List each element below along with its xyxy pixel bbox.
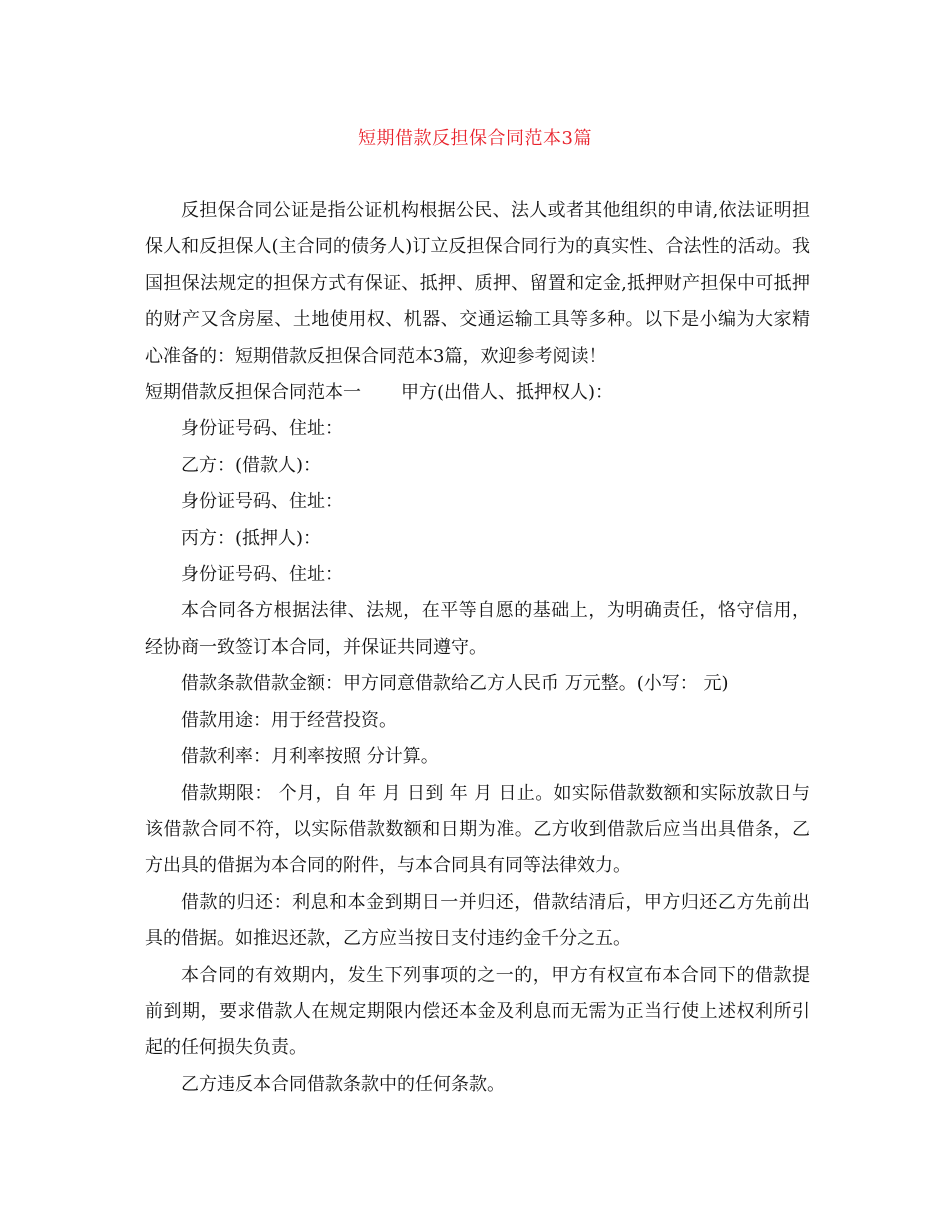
party-b-label: 乙方：(借款人)： [181, 454, 322, 476]
party-c-id-address: 身份证号码、住址： [181, 564, 343, 586]
principle-paragraph: 本合同各方根据法律、法规，在平等自愿的基础上，为明确责任，恪守信用，经协商一致签订本合同，并保证共同遵守。 [145, 600, 810, 658]
breach-paragraph: 乙方违反本合同借款条款中的任何条款。 [181, 1073, 505, 1095]
section-heading-row [145, 375, 810, 411]
section-heading: 短期借款反担保合同范本一 [145, 382, 361, 404]
party-a-label: 甲方(出借人、抵押权人)： [401, 382, 614, 404]
loan-rate-paragraph: 借款利率：月利率按照 分计算。 [181, 746, 439, 768]
document-body [145, 193, 810, 1103]
document-title: 短期借款反担保合同范本3篇 [358, 128, 592, 149]
party-a-id-address: 身份证号码、住址： [181, 418, 343, 440]
party-b-id-address: 身份证号码、住址： [181, 491, 343, 513]
loan-amount-paragraph: 借款条款借款金额：甲方同意借款给乙方人民币 万元整。(小写： 元) [181, 673, 729, 695]
loan-term-paragraph: 借款期限： 个月，自 年 月 日到 年 月 日止。如实际借款数额和实际放款日与该借款合同不符，以实际借款数额和日期为准。乙方收到借款后应当出具借条，乙方出具的借据为本合同的附件，与本合同具有同等法律效力。 [145, 782, 810, 877]
loan-use-paragraph: 借款用途：用于经营投资。 [181, 709, 397, 731]
loan-return-paragraph: 借款的归还：利息和本金到期日一并归还，借款结清后，甲方归还乙方先前出具的借据。如推迟还款，乙方应当按日支付违约金千分之五。 [145, 891, 810, 950]
acceleration-paragraph: 本合同的有效期内，发生下列事项的之一的，甲方有权宣布本合同下的借款提前到期，要求借款人在规定期限内偿还本金及利息而无需为正当行使上述权利所引起的任何损失负责。 [145, 964, 810, 1059]
intro-paragraph: 反担保合同公证是指公证机构根据公民、法人或者其他组织的申请,依法证明担保人和反担保人(主合同的债务人)订立反担保合同行为的真实性、合法性的活动。我国担保法规定的担保方式有保证、抵押、质押、留置和定金,抵押财产担保中可抵押的财产又含房屋、土地使用权、机器、交通运输工具等多种。以下是小编为大家精心准备的：短期借款反担保合同范本3篇，欢迎参考阅读！ [145, 200, 810, 367]
party-c-label: 丙方：(抵押人)： [181, 527, 322, 549]
